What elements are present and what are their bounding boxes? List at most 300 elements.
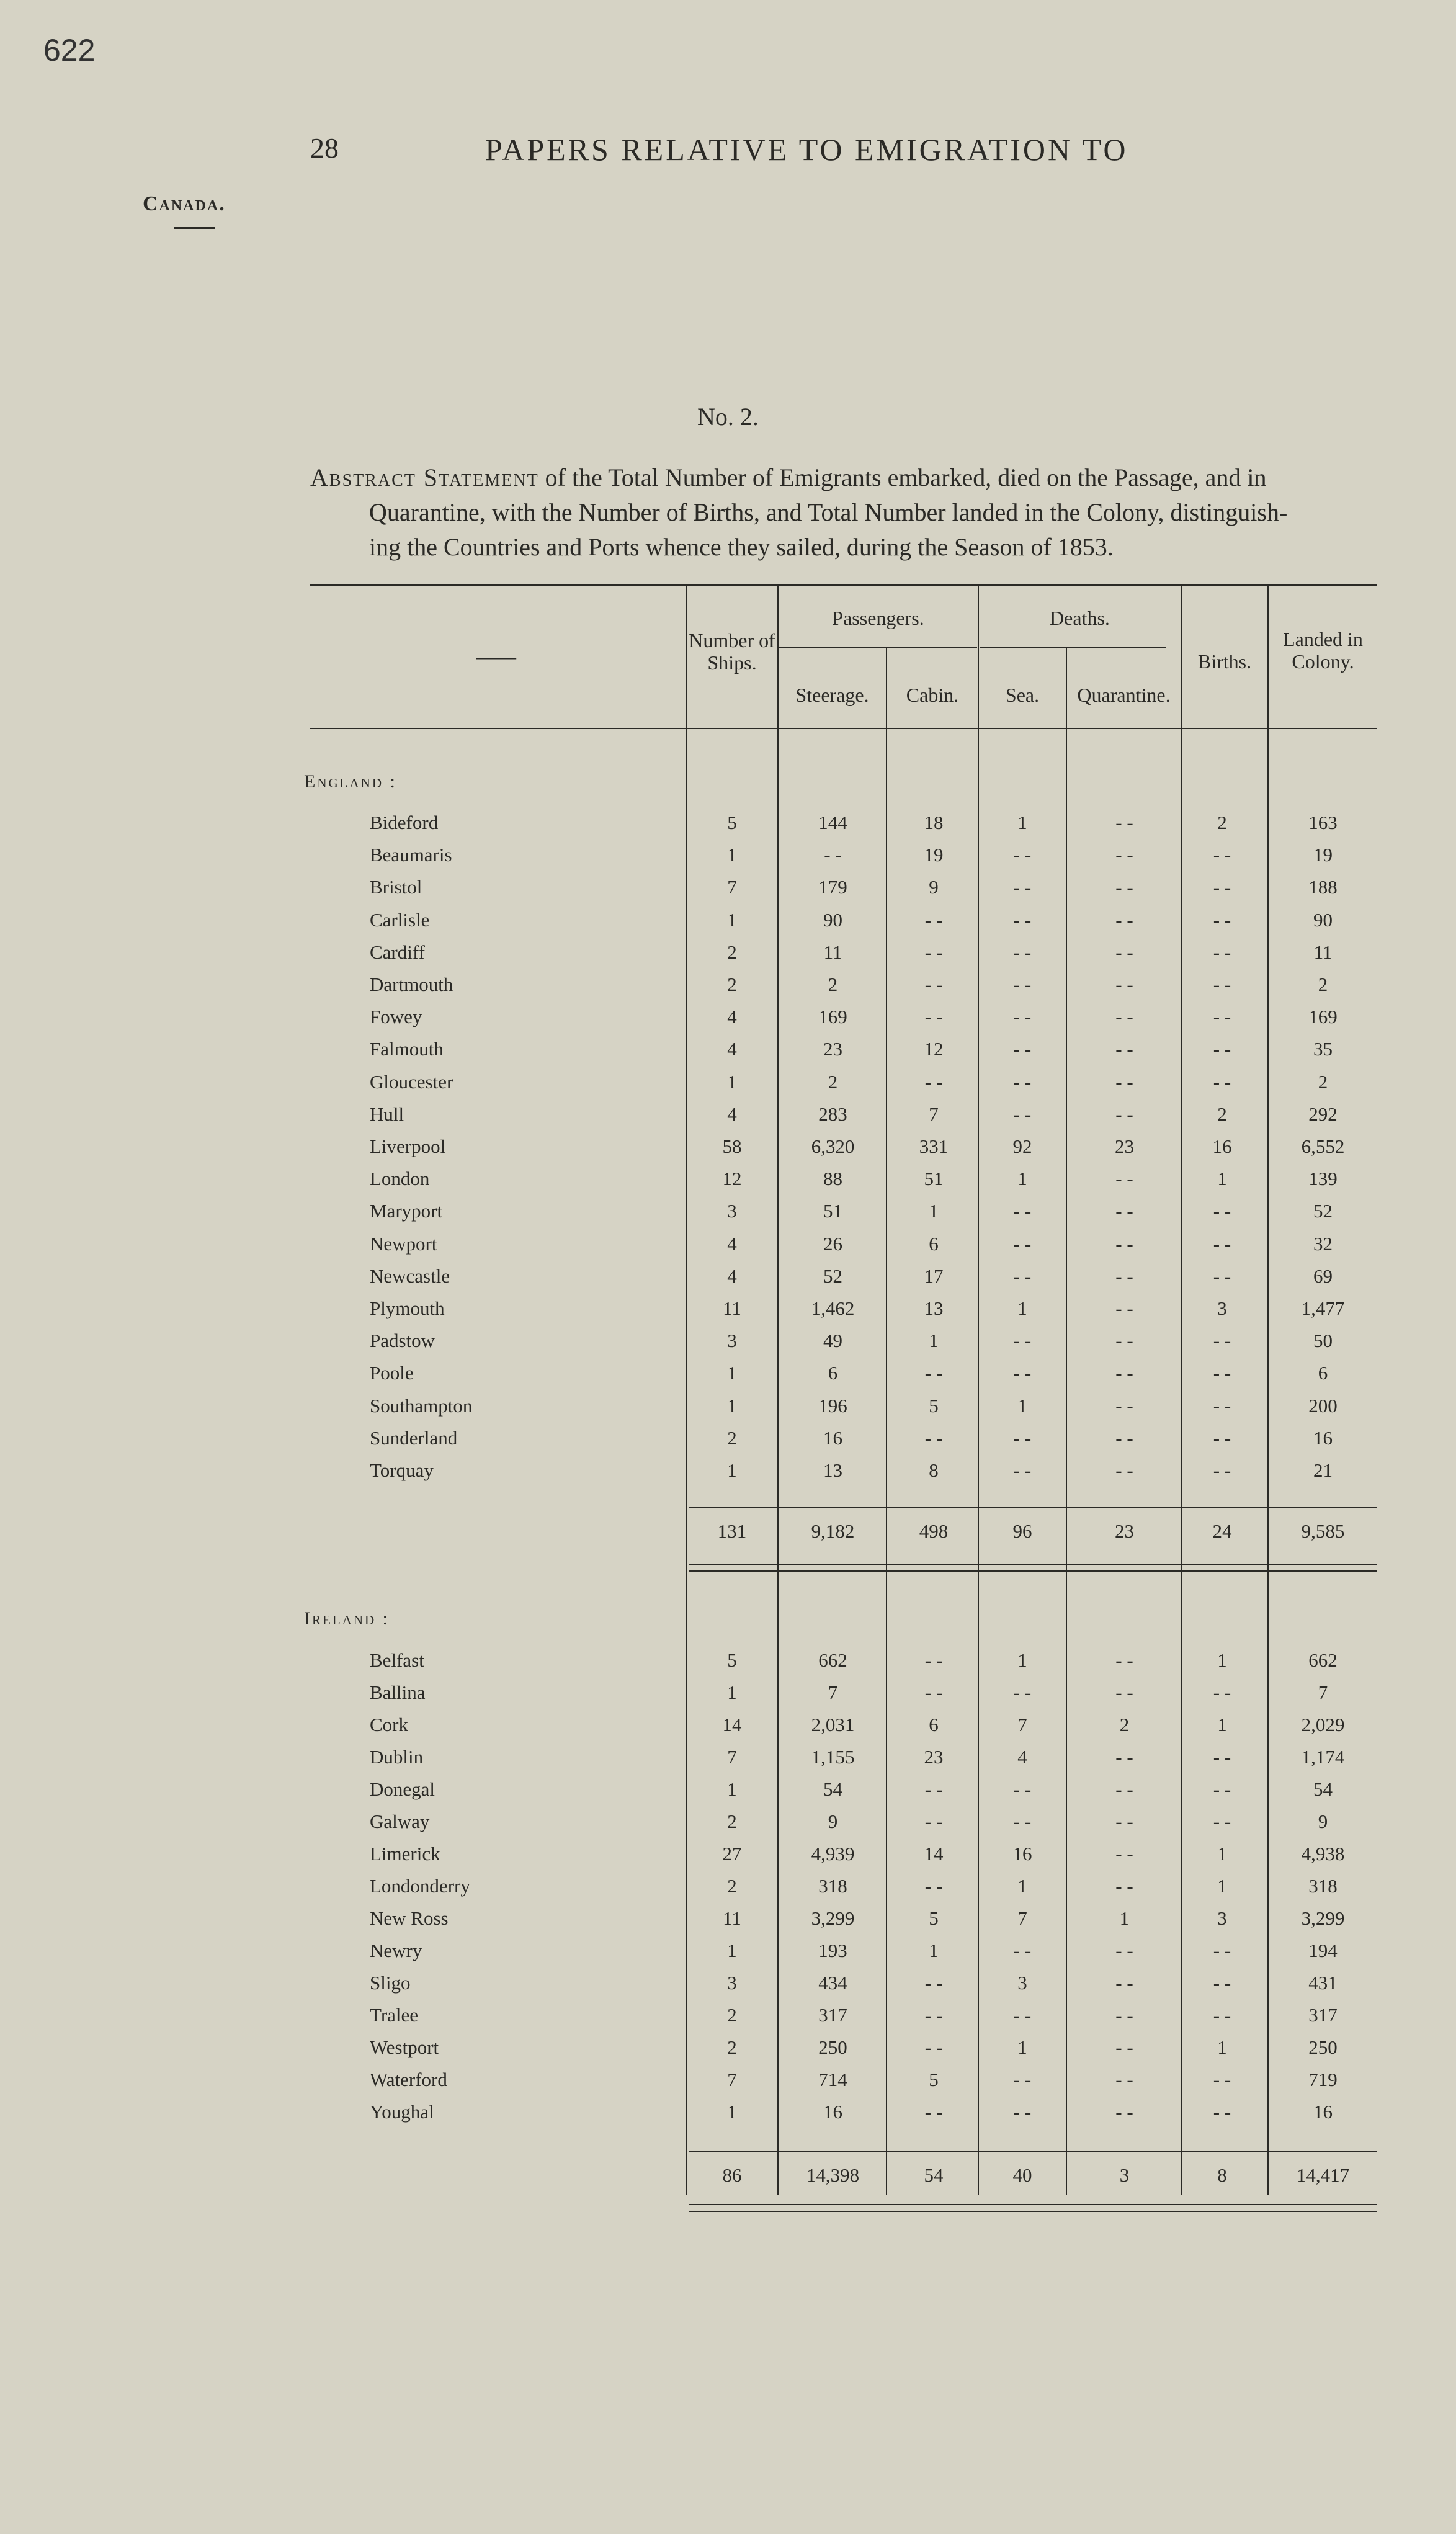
births-cell: - - [1213, 2004, 1231, 2026]
births-cell: - - [1213, 1070, 1231, 1093]
section-heading-england: England : [304, 771, 397, 792]
landed-cell: 188 [1308, 876, 1338, 898]
quarantine-deaths-cell: - - [1115, 1362, 1133, 1384]
sea-deaths-cell: - - [1013, 1362, 1032, 1384]
landed-cell: 200 [1308, 1394, 1338, 1417]
births-cell: 3 [1217, 1297, 1227, 1319]
port-name: Youghal [370, 2101, 434, 2123]
ships-cell: 11 [723, 1907, 741, 1929]
table-number: No. 2. [697, 403, 759, 431]
port-name: Cardiff [370, 941, 425, 963]
births-cell: - - [1213, 1200, 1231, 1222]
table-row [0, 1038, 1456, 1070]
ships-cell: 5 [727, 812, 737, 833]
port-name: Fowey [370, 1006, 422, 1028]
steerage-cell: 51 [823, 1200, 842, 1222]
table-caption [310, 460, 1380, 565]
header-steerage: Steerage. [795, 684, 869, 706]
ships-cell: 5 [727, 1649, 737, 1671]
steerage-cell: 9 [828, 1811, 838, 1832]
port-name: Galway [370, 1811, 430, 1832]
table-row [0, 974, 1456, 1006]
cabin-cell: 23 [924, 1746, 944, 1768]
table-row [0, 1135, 1456, 1168]
table-row [0, 1875, 1456, 1907]
ships-cell: 1 [727, 1459, 737, 1481]
ships-cell: 3 [727, 1972, 737, 1994]
sea-deaths-cell: 1 [1017, 1394, 1027, 1417]
births-cell: 16 [1212, 1135, 1232, 1157]
cabin-cell: 8 [929, 1459, 939, 1481]
landed-cell: 90 [1313, 908, 1333, 931]
births-cell: - - [1213, 1940, 1231, 1961]
ships-cell: 7 [727, 876, 737, 898]
side-note: Canada. [143, 192, 226, 215]
steerage-cell: 2 [828, 974, 838, 995]
births-cell: 1 [1217, 1168, 1227, 1190]
ships-cell: 1 [727, 1394, 737, 1417]
births-cell: 1 [1217, 1649, 1227, 1671]
landed-cell: 69 [1313, 1265, 1333, 1287]
england-total-rule [689, 1507, 1377, 1508]
landed-cell: 2 [1318, 974, 1328, 995]
births-cell: - - [1213, 1038, 1231, 1060]
sea-deaths-cell: - - [1013, 1940, 1032, 1961]
table-row [0, 1459, 1456, 1492]
port-name: Beaumaris [370, 844, 452, 866]
sea-deaths-cell: 3 [1017, 1972, 1027, 1994]
ireland-double-rule [689, 2204, 1377, 2212]
total-ships: 131 [717, 1520, 747, 1542]
cabin-cell: - - [924, 974, 943, 995]
total-steerage: 9,182 [811, 1520, 855, 1542]
ships-cell: 1 [727, 908, 737, 931]
sea-deaths-cell: 4 [1017, 1746, 1027, 1768]
cabin-cell: - - [924, 1811, 943, 1832]
steerage-cell: 88 [823, 1168, 842, 1190]
quarantine-deaths-cell: - - [1115, 812, 1133, 833]
table-row [0, 909, 1456, 941]
ships-cell: 1 [727, 1940, 737, 1961]
cabin-cell: - - [924, 908, 943, 931]
landed-cell: 431 [1308, 1972, 1338, 1994]
ships-cell: 1 [727, 844, 737, 866]
ships-cell: 4 [727, 1038, 737, 1060]
quarantine-deaths-cell: 1 [1119, 1907, 1130, 1929]
port-name: Sunderland [370, 1426, 458, 1449]
births-cell: 1 [1217, 1875, 1227, 1897]
ireland-total-row [0, 2164, 1456, 2196]
port-name: Padstow [370, 1330, 435, 1352]
header-births: Births. [1197, 650, 1252, 673]
header-stub: —— [476, 645, 516, 668]
quarantine-deaths-cell: - - [1115, 908, 1133, 931]
quarantine-deaths-cell: 23 [1115, 1135, 1134, 1157]
ships-cell: 2 [727, 2004, 737, 2026]
quarantine-deaths-cell: - - [1115, 2004, 1133, 2026]
landed-cell: 52 [1313, 1200, 1333, 1222]
births-cell: - - [1213, 844, 1231, 866]
births-cell: - - [1213, 1972, 1231, 1994]
ships-cell: 1 [727, 1778, 737, 1800]
sea-deaths-cell: 16 [1012, 1843, 1032, 1865]
sea-deaths-cell: - - [1013, 844, 1032, 866]
births-cell: - - [1213, 1394, 1231, 1417]
births-cell: - - [1213, 908, 1231, 931]
landed-cell: 169 [1308, 1006, 1338, 1028]
quarantine-deaths-cell: - - [1115, 2036, 1133, 2058]
births-cell: - - [1213, 941, 1231, 963]
page-number: 28 [310, 132, 339, 164]
header-sea: Sea. [1005, 684, 1040, 706]
port-name: Gloucester [370, 1070, 453, 1093]
table-row [0, 844, 1456, 876]
steerage-cell: 434 [818, 1972, 847, 1994]
steerage-cell: 3,299 [811, 1907, 855, 1929]
landed-cell: 2 [1318, 1070, 1328, 1093]
ships-cell: 58 [722, 1135, 742, 1157]
quarantine-deaths-cell: - - [1115, 1459, 1133, 1481]
port-name: Newcastle [370, 1265, 450, 1287]
births-cell: 2 [1217, 1103, 1227, 1125]
births-cell: - - [1213, 2069, 1231, 2090]
table-row [0, 1006, 1456, 1038]
quarantine-deaths-cell: - - [1115, 1811, 1133, 1832]
header-bottom-rule [310, 728, 1377, 729]
quarantine-deaths-cell: - - [1115, 844, 1133, 866]
births-cell: - - [1213, 1681, 1231, 1703]
ships-cell: 11 [723, 1297, 741, 1319]
cabin-cell: - - [924, 1972, 943, 1994]
landed-cell: 19 [1313, 844, 1333, 866]
sea-deaths-cell: - - [1013, 1070, 1032, 1093]
births-cell: 3 [1217, 1907, 1227, 1929]
caption-lead: Abstract Statement [310, 463, 539, 491]
header-quarantine: Quarantine. [1077, 684, 1171, 706]
steerage-cell: 2 [828, 1070, 838, 1093]
port-name: Sligo [370, 1972, 411, 1994]
landed-cell: 7 [1318, 1681, 1328, 1703]
table-row [0, 1940, 1456, 1972]
table-row [0, 1681, 1456, 1714]
header-cabin: Cabin. [906, 684, 959, 706]
landed-cell: 2,029 [1301, 1714, 1345, 1735]
steerage-cell: 13 [823, 1459, 842, 1481]
quarantine-deaths-cell: - - [1115, 876, 1133, 898]
births-cell: - - [1213, 1330, 1231, 1352]
sea-deaths-cell: 7 [1017, 1714, 1027, 1735]
quarantine-deaths-cell: - - [1115, 1426, 1133, 1449]
births-cell: - - [1213, 2101, 1231, 2123]
total-cabin: 498 [919, 1520, 949, 1542]
ships-cell: 3 [727, 1330, 737, 1352]
table-row [0, 1265, 1456, 1297]
sea-deaths-cell: - - [1013, 1459, 1032, 1481]
cabin-cell: 331 [919, 1135, 949, 1157]
header-passengers: Passengers. [832, 607, 924, 629]
sea-deaths-cell: - - [1013, 1811, 1032, 1832]
port-name: Westport [370, 2036, 439, 2058]
sea-deaths-cell: - - [1013, 974, 1032, 995]
ships-cell: 2 [727, 974, 737, 995]
steerage-cell: 196 [818, 1394, 847, 1417]
steerage-cell: 250 [818, 2036, 847, 2058]
table-row [0, 1427, 1456, 1459]
landed-cell: 662 [1308, 1649, 1338, 1671]
port-name: Londonderry [370, 1875, 470, 1897]
ships-cell: 7 [727, 2069, 737, 2090]
quarantine-deaths-cell: - - [1115, 941, 1133, 963]
landed-cell: 16 [1313, 2101, 1333, 2123]
landed-cell: 250 [1308, 2036, 1338, 2058]
sea-deaths-cell: 1 [1017, 2036, 1027, 2058]
cabin-cell: - - [924, 1426, 943, 1449]
caption-line-1: of the Total Number of Emigrants embarked, died on the Passage, and in [538, 463, 1267, 491]
sea-deaths-cell: - - [1013, 876, 1032, 898]
port-name: Poole [370, 1362, 414, 1384]
sea-deaths-cell: 1 [1017, 1168, 1027, 1190]
steerage-cell: 4,939 [811, 1843, 855, 1865]
cabin-cell: - - [924, 1006, 943, 1028]
steerage-cell: 54 [823, 1778, 842, 1800]
births-cell: - - [1213, 1746, 1231, 1768]
steerage-cell: - - [824, 844, 842, 866]
port-name: Cork [370, 1714, 408, 1735]
quarantine-deaths-cell: - - [1115, 1394, 1133, 1417]
cabin-cell: 13 [924, 1297, 944, 1319]
port-name: Plymouth [370, 1297, 445, 1319]
port-name: Bristol [370, 876, 422, 898]
cabin-cell: - - [924, 1649, 943, 1671]
births-cell: 1 [1217, 1843, 1227, 1865]
header-landed: Landed in Colony. [1283, 628, 1363, 673]
port-name: Limerick [370, 1843, 440, 1865]
port-name: Tralee [370, 2004, 419, 2026]
quarantine-deaths-cell: - - [1115, 1681, 1133, 1703]
quarantine-deaths-cell: - - [1115, 974, 1133, 995]
quarantine-deaths-cell: - - [1115, 1297, 1133, 1319]
table-row [0, 2101, 1456, 2133]
quarantine-deaths-cell: - - [1115, 1940, 1133, 1961]
port-name: Maryport [370, 1200, 443, 1222]
cabin-cell: 19 [924, 844, 944, 866]
quarantine-deaths-cell: - - [1115, 1200, 1133, 1222]
births-cell: - - [1213, 1232, 1231, 1255]
table-row [0, 2004, 1456, 2036]
port-name: Belfast [370, 1649, 424, 1671]
landed-cell: 9 [1318, 1811, 1328, 1832]
port-name: Newry [370, 1940, 422, 1961]
cabin-cell: 5 [929, 1907, 939, 1929]
quarantine-deaths-cell: - - [1115, 1168, 1133, 1190]
table-row [0, 1649, 1456, 1681]
total-landed: 14,417 [1296, 2164, 1350, 2186]
sea-deaths-cell: - - [1013, 1265, 1032, 1287]
births-cell: - - [1213, 1811, 1231, 1832]
port-name: Southampton [370, 1394, 473, 1417]
ships-cell: 4 [727, 1006, 737, 1028]
ships-cell: 1 [727, 1362, 737, 1384]
caption-line-3: ing the Countries and Ports whence they sailed, during the Season of 1853. [369, 533, 1114, 561]
landed-cell: 318 [1308, 1875, 1338, 1897]
ireland-total-rule [689, 2151, 1377, 2152]
sea-deaths-cell: - - [1013, 1006, 1032, 1028]
sea-deaths-cell: - - [1013, 1200, 1032, 1222]
port-name: Falmouth [370, 1038, 444, 1060]
sea-deaths-cell: - - [1013, 908, 1032, 931]
landed-cell: 4,938 [1301, 1843, 1345, 1865]
table-row [0, 1297, 1456, 1330]
port-name: Bideford [370, 812, 439, 833]
births-cell: - - [1213, 1362, 1231, 1384]
quarantine-deaths-cell: - - [1115, 1875, 1133, 1897]
quarantine-deaths-cell: - - [1115, 2101, 1133, 2123]
quarantine-deaths-cell: - - [1115, 1232, 1133, 1255]
births-cell: - - [1213, 876, 1231, 898]
cabin-cell: 18 [924, 812, 944, 833]
steerage-cell: 6,320 [811, 1135, 855, 1157]
quarantine-deaths-cell: - - [1115, 1070, 1133, 1093]
quarantine-deaths-cell: - - [1115, 1006, 1133, 1028]
steerage-cell: 52 [823, 1265, 842, 1287]
table-row [0, 1200, 1456, 1232]
sea-deaths-cell: - - [1013, 1681, 1032, 1703]
cabin-cell: 7 [929, 1103, 939, 1125]
cabin-cell: - - [924, 941, 943, 963]
cabin-cell: 5 [929, 1394, 939, 1417]
ships-cell: 2 [727, 941, 737, 963]
table-row [0, 1972, 1456, 2004]
steerage-cell: 11 [823, 941, 842, 963]
sea-deaths-cell: - - [1013, 1232, 1032, 1255]
steerage-cell: 16 [823, 2101, 842, 2123]
landed-cell: 54 [1313, 1778, 1333, 1800]
ships-cell: 4 [727, 1265, 737, 1287]
total-landed: 9,585 [1301, 1520, 1345, 1542]
quarantine-deaths-cell: - - [1115, 1265, 1133, 1287]
steerage-cell: 7 [828, 1681, 838, 1703]
table-row [0, 1395, 1456, 1427]
table-top-rule [310, 584, 1377, 586]
sea-deaths-cell: - - [1013, 1038, 1032, 1060]
births-cell: 1 [1217, 2036, 1227, 2058]
cabin-cell: 14 [924, 1843, 944, 1865]
steerage-cell: 2,031 [811, 1714, 855, 1735]
passengers-rule [779, 647, 977, 648]
table-row [0, 1168, 1456, 1200]
table-row [0, 1233, 1456, 1265]
header-deaths: Deaths. [1050, 607, 1110, 629]
cabin-cell: 17 [924, 1265, 944, 1287]
steerage-cell: 193 [818, 1940, 847, 1961]
table-row [0, 812, 1456, 844]
births-cell: - - [1213, 1006, 1231, 1028]
port-name: Donegal [370, 1778, 435, 1800]
births-cell: 1 [1217, 1714, 1227, 1735]
cabin-cell: 9 [929, 876, 939, 898]
steerage-cell: 49 [823, 1330, 842, 1352]
cabin-cell: - - [924, 1681, 943, 1703]
sea-deaths-cell: - - [1013, 2101, 1032, 2123]
port-name: Waterford [370, 2069, 447, 2090]
births-cell: - - [1213, 974, 1231, 995]
cabin-cell: 1 [929, 1200, 939, 1222]
table-row [0, 1362, 1456, 1394]
sea-deaths-cell: 7 [1017, 1907, 1027, 1929]
landed-cell: 3,299 [1301, 1907, 1345, 1929]
ships-cell: 1 [727, 1070, 737, 1093]
port-name: Ballina [370, 1681, 426, 1703]
quarantine-deaths-cell: - - [1115, 1103, 1133, 1125]
sea-deaths-cell: 92 [1012, 1135, 1032, 1157]
landed-cell: 21 [1313, 1459, 1333, 1481]
steerage-cell: 179 [818, 876, 847, 898]
landed-cell: 6 [1318, 1362, 1328, 1384]
sea-deaths-cell: 1 [1017, 812, 1027, 833]
sea-deaths-cell: - - [1013, 941, 1032, 963]
sea-deaths-cell: 1 [1017, 1649, 1027, 1671]
port-name: Liverpool [370, 1135, 446, 1157]
port-name: Dublin [370, 1746, 424, 1768]
steerage-cell: 318 [818, 1875, 847, 1897]
landed-cell: 50 [1313, 1330, 1333, 1352]
cabin-cell: - - [924, 2036, 943, 2058]
quarantine-deaths-cell: - - [1115, 2069, 1133, 2090]
steerage-cell: 16 [823, 1426, 842, 1449]
steerage-cell: 23 [823, 1038, 842, 1060]
births-cell: - - [1213, 1459, 1231, 1481]
steerage-cell: 1,462 [811, 1297, 855, 1319]
cabin-cell: 1 [929, 1330, 939, 1352]
table-row [0, 941, 1456, 974]
table-row [0, 1811, 1456, 1843]
landed-cell: 194 [1308, 1940, 1338, 1961]
quarantine-deaths-cell: - - [1115, 1843, 1133, 1865]
table-row [0, 1330, 1456, 1362]
quarantine-deaths-cell: - - [1115, 1330, 1133, 1352]
ships-cell: 27 [722, 1843, 742, 1865]
sea-deaths-cell: - - [1013, 2069, 1032, 2090]
landed-cell: 11 [1313, 941, 1333, 963]
landed-cell: 139 [1308, 1168, 1338, 1190]
total-quarantine: 3 [1119, 2164, 1130, 2186]
sea-deaths-cell: 1 [1017, 1875, 1027, 1897]
steerage-cell: 1,155 [811, 1746, 855, 1768]
landed-cell: 6,552 [1301, 1135, 1345, 1157]
cabin-cell: - - [924, 2101, 943, 2123]
running-head: PAPERS RELATIVE TO EMIGRATION TO [485, 132, 1128, 167]
ships-cell: 2 [727, 1875, 737, 1897]
table-row [0, 1746, 1456, 1778]
ships-cell: 2 [727, 1811, 737, 1832]
cabin-cell: - - [924, 2004, 943, 2026]
header-ships: Number of Ships. [689, 629, 775, 674]
quarantine-deaths-cell: - - [1115, 1649, 1133, 1671]
port-name: Newport [370, 1232, 437, 1255]
landed-cell: 317 [1308, 2004, 1338, 2026]
steerage-cell: 26 [823, 1232, 842, 1255]
table-row [0, 1907, 1456, 1940]
sea-deaths-cell: - - [1013, 2004, 1032, 2026]
table-row [0, 1843, 1456, 1875]
steerage-cell: 317 [818, 2004, 847, 2026]
side-note-rule [174, 227, 215, 229]
births-cell: - - [1213, 1265, 1231, 1287]
total-quarantine: 23 [1115, 1520, 1134, 1542]
steerage-cell: 90 [823, 908, 842, 931]
port-name: London [370, 1168, 430, 1190]
sea-deaths-cell: - - [1013, 1103, 1032, 1125]
